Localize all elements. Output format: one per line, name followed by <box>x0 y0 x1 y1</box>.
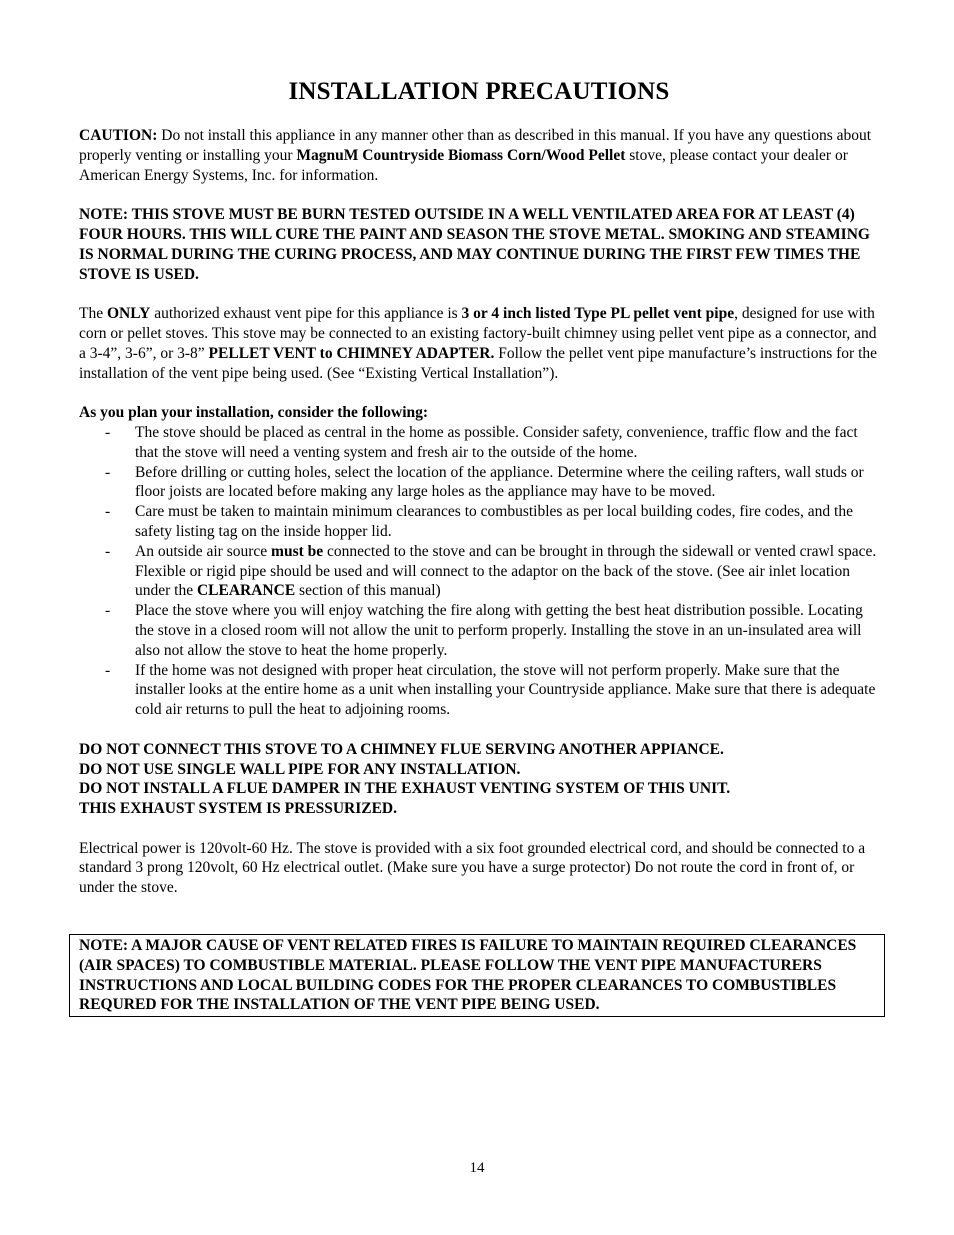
boxed-note <box>69 934 885 1017</box>
page-title: INSTALLATION PRECAUTIONS <box>288 78 670 105</box>
list-item: - Place the stove where you will enjoy watching the fire along with getting the best heat distribution possible. Locating the stove in a closed room will not allow the unit to perform properly. Installing the stove in an un-insulated area will also not allow the stove to heat the home properly. <box>105 602 863 659</box>
list-item: - Care must be taken to maintain minimum clearances to combustibles as per local building codes, fire codes, and the safety listing tag on the inside hopper lid. <box>105 503 853 540</box>
page-body <box>79 78 879 898</box>
page-number: 14 <box>469 1160 485 1176</box>
burn-test-note: NOTE: THIS STOVE MUST BE BURN TESTED OUTSIDE IN A WELL VENTILATED AREA FOR AT LEAST (4) FOUR HOURS. THIS WILL CURE THE PAINT AND SEASON THE STOVE METAL. SMOKING AND STEAMING IS NORMAL DURING THE CURING PROCESS, AND MAY CONTINUE DURING THE FIRST FEW TIMES THE STOVE IS USED. <box>79 206 870 283</box>
plan-list <box>79 423 879 720</box>
vent-pipe-paragraph: The ONLY authorized exhaust vent pipe for this appliance is 3 or 4 inch listed Type PL pellet vent pipe, designed for use with corn or pellet stoves. This stove may be connected to an existing factory-built chimney using pellet vent pipe as a connector, and a 3-4”, 3-6”, or 3-8” PELLET VENT to CHIMNEY ADAPTER. Follow the pellet vent pipe manufacture’s instructions for the installation of the vent pipe being used. (See “Existing Vertical Installation”). <box>79 305 878 382</box>
electrical-paragraph: Electrical power is 120volt-60 Hz. The stove is provided with a six foot grounded electrical cord, and should be connected to a standard 3 prong 120volt, 60 Hz electrical outlet. (Make sure you have a surge protector) Do not route the cord in front of, or under the stove. <box>79 839 866 897</box>
product-name: MagnuM Countryside Biomass Corn/Wood Pellet <box>296 146 626 164</box>
caution-paragraph: CAUTION: Do not install this appliance in any manner other than as described in this manual. If you have any questions about properly venting or installing your MagnuM Countryside Biomass Corn/Wood Pellet stove, please contact your dealer or American Energy Systems, Inc. for information. <box>79 127 872 184</box>
list-item: - The stove should be placed as central in the home as possible. Consider safety, convenience, traffic flow and the fact that the stove will need a venting system and fresh air to the outside of the home. <box>105 423 858 461</box>
list-item: - An outside air source must be connected to the stove and can be brought in through the sidewall or vented crawl space. Flexible or rigid pipe should be used and will connect to the adaptor on the back of the stove. (See air inlet location under the CLEARANCE section of this manual) <box>105 542 877 600</box>
warning-line: DO NOT INSTALL A FLUE DAMPER IN THE EXHAUST VENTING SYSTEM OF THIS UNIT. <box>79 780 731 798</box>
warning-line: THIS EXHAUST SYSTEM IS PRESSURIZED. <box>79 800 397 818</box>
warning-line: DO NOT USE SINGLE WALL PIPE FOR ANY INSTALLATION. <box>79 760 521 778</box>
plan-heading: As you plan your installation, consider the following: <box>79 404 429 422</box>
clearance-note: NOTE: A MAJOR CAUSE OF VENT RELATED FIRES IS FAILURE TO MAINTAIN REQUIRED CLEARANCES (AIR SPACES) TO COMBUSTIBLE MATERIAL. PLEASE FOLLOW THE VENT PIPE MANUFACTURERS INSTRUCTIONS AND LOCAL BUILDING CODES FOR THE PROPER CLEARANCES TO COMBUSTIBLES REQURED FOR THE INSTALLATION OF THE VENT PIPE BEING USED. <box>79 937 857 1014</box>
warning-line: DO NOT CONNECT THIS STOVE TO A CHIMNEY FLUE SERVING ANOTHER APPIANCE. <box>79 740 724 758</box>
caution-label: CAUTION: <box>79 127 158 144</box>
list-item: - Before drilling or cutting holes, select the location of the appliance. Determine where the ceiling rafters, wall studs or floor joists are located before making any large holes as the appliance may have to be moved. <box>105 463 864 501</box>
list-item: - If the home was not designed with proper heat circulation, the stove will not perform properly. Make sure that the installer looks at the entire home as a unit when installing your Countryside appliance. Make sure that there is adequate cold air returns to pull the heat to adjoining rooms. <box>105 661 876 719</box>
warnings-block <box>79 740 879 819</box>
